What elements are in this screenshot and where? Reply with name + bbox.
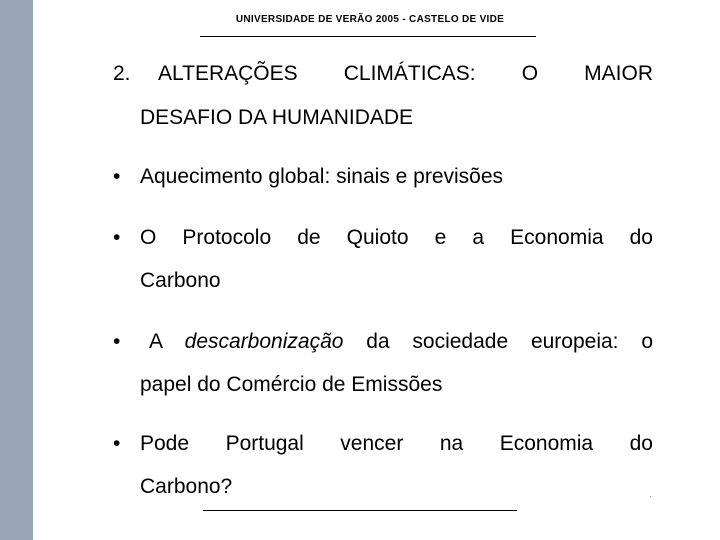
list-item-text-continued: Carbono xyxy=(140,269,221,292)
footer-divider xyxy=(203,510,517,511)
bullet-marker: • xyxy=(113,226,121,249)
list-item-text: Aquecimento global: sinais e previsões xyxy=(140,165,504,188)
header-title: UNIVERSIDADE DE VERÃO 2005 - CASTELO DE VIDE xyxy=(235,14,505,25)
list-item-text-continued: papel do Comércio de Emissões xyxy=(140,373,443,396)
bullet-marker: • xyxy=(113,330,121,353)
list-item-text xyxy=(149,328,653,356)
list-item-text: O Protocolo de Quioto e a Economia do xyxy=(140,226,653,249)
text-run: A xyxy=(149,330,185,353)
list-item-text-continued: Carbono? xyxy=(140,475,233,498)
text-run: da sociedade europeia: o xyxy=(343,330,653,353)
decorative-dot xyxy=(650,496,651,497)
bullet-marker: • xyxy=(113,432,121,455)
section-heading-line-1: ALTERAÇÕES CLIMÁTICAS: O MAIOR xyxy=(158,62,653,85)
list-item-text: Pode Portugal vencer na Economia do xyxy=(140,432,653,455)
bullet-marker: • xyxy=(113,165,121,188)
section-number: 2. xyxy=(113,62,131,85)
emphasis-text: descarbonização xyxy=(184,330,344,353)
header-divider xyxy=(200,36,536,37)
left-accent-bar xyxy=(0,0,33,540)
section-heading-line-2: DESAFIO DA HUMANIDADE xyxy=(140,106,414,129)
